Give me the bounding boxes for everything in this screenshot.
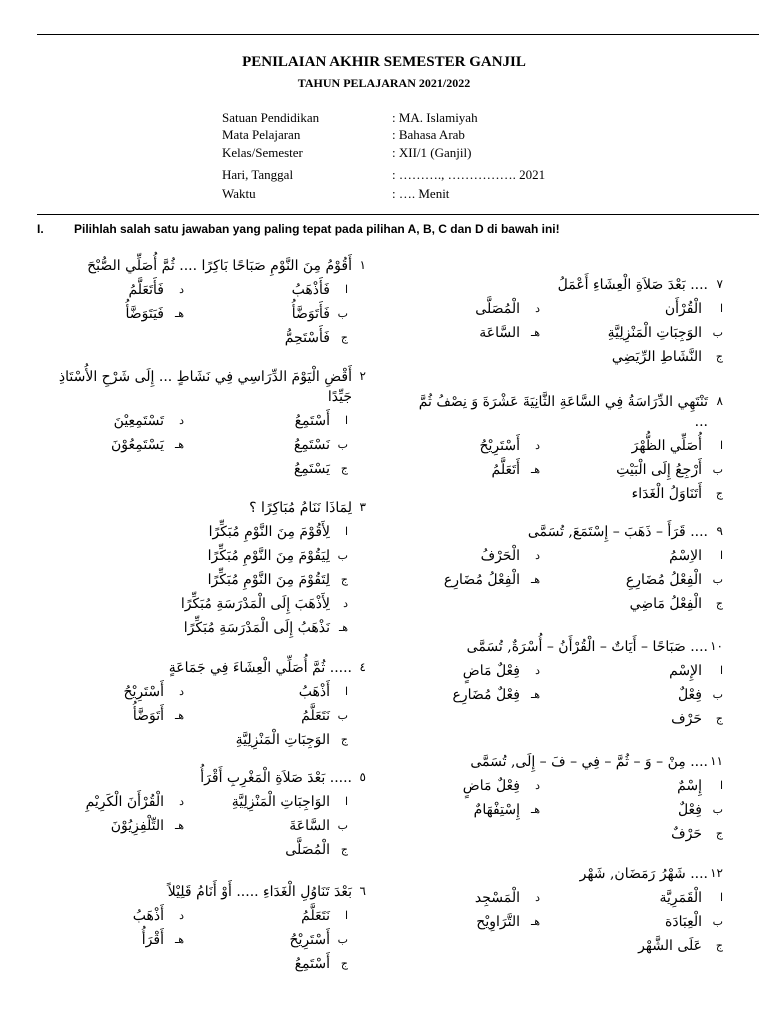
option-letter: ب: [712, 573, 723, 586]
question-text: .... قَرَأَ – ذَهَبَ – إِسْتَمَعَ, تُسَمَّى: [527, 524, 708, 540]
option-text: أَسْتَرِيْحُ: [479, 438, 520, 454]
option-letter: ج: [340, 843, 348, 856]
option-letter: ج: [340, 462, 348, 475]
option-letter: د: [535, 664, 540, 677]
page-subtitle: TAHUN PELAJARAN 2021/2022: [297, 76, 471, 90]
option-letter: ج: [715, 939, 723, 952]
option-letter: ا: [719, 549, 723, 562]
option-text: إِسْتِفْهَامٌ: [473, 802, 520, 818]
option-letter: ج: [340, 733, 348, 746]
info-label: Hari, Tanggal: [222, 167, 294, 182]
question-text: .... بَعْدَ صَلاَةِ الْعِشَاءِ أَعْمَلُ: [557, 277, 708, 293]
option-letter: ج: [715, 487, 723, 500]
option-letter: د: [535, 439, 540, 452]
option-text: فَأَتَوَضَّأُ: [291, 306, 330, 322]
option-text: يَسْتَمِعُ: [293, 461, 330, 477]
option-text: نَتَعَلَّمُ: [301, 708, 330, 724]
option-text: أَتَنَاوَلُ الْغَدَاء: [631, 486, 702, 502]
option-text: أَسْتَرِيْحُ: [123, 684, 164, 700]
option-text: أَتَعَلَّمُ: [491, 462, 520, 478]
option-text: نَذْهَبُ إِلَى الْمَدْرَسَةِ مُبَكِّرًا: [183, 620, 330, 636]
option-letter: ا: [344, 795, 348, 808]
option-letter: ب: [337, 307, 348, 320]
option-letter: ا: [719, 302, 723, 315]
option-letter: ج: [715, 597, 723, 610]
header-divider: [37, 214, 759, 215]
option-text: الْعِبَادَة: [665, 914, 702, 930]
question-number: ٢: [359, 369, 366, 383]
option-letter: ج: [340, 331, 348, 344]
top-rule: [37, 34, 759, 35]
option-text: فَأَذْهَبُ: [291, 282, 330, 298]
option-letter: ا: [344, 909, 348, 922]
option-text: لِأَذْهَبَ إِلَى الْمَدْرَسَةِ مُبَكِّرًا: [180, 596, 330, 612]
question-number: ٤: [359, 660, 366, 674]
option-letter: ا: [719, 439, 723, 452]
question-text: تَنْتَهِي الدِّرَاسَةُ فِي السَّاعَةِ الثَّانِيَةَ عَشْرَةَ وَ نِصْفُ ثُمَّ: [418, 394, 708, 410]
question-text: ..... ثُمَّ أُصَلِّي الْعِشَاءَ فِي جَمَاعَةٍ: [168, 660, 352, 676]
option-letter: ب: [712, 803, 723, 816]
option-letter: د: [535, 302, 540, 315]
option-letter: ج: [715, 350, 723, 363]
option-text: أَرْجِعُ إِلَى الْبَيْتِ: [616, 462, 702, 478]
info-label: Mata Pelajaran: [222, 127, 301, 142]
option-letter: د: [179, 795, 184, 808]
option-text: أَسْتَرِيْحُ: [289, 932, 330, 948]
option-letter: ب: [337, 549, 348, 562]
option-text: فَأَتَعَلَّمُ: [128, 282, 164, 298]
option-letter: ج: [340, 573, 348, 586]
option-letter: هـ: [530, 326, 540, 339]
option-text: السَّاعَة: [479, 325, 520, 341]
question-text: .... شَهْرُ رَمَضَان, شَهْر: [579, 866, 708, 882]
option-letter: ب: [337, 438, 348, 451]
question-number: ١٠: [710, 639, 723, 653]
option-text: الاِسْمُ: [669, 548, 702, 564]
option-letter: ا: [344, 525, 348, 538]
option-text: فِعْلٌ: [677, 687, 702, 703]
section-number: I.: [37, 222, 44, 236]
option-text: السَّاعَةَ: [289, 818, 330, 834]
option-letter: د: [535, 779, 540, 792]
option-letter: ج: [715, 712, 723, 725]
option-letter: د: [179, 283, 184, 296]
option-text: فَيَتَوَضَّأُ: [125, 306, 164, 322]
option-text: نَتَعَلَّمُ: [301, 908, 330, 924]
option-text: الوَجِبَاتِ الْمَنْزِلِيَّةِ: [607, 325, 702, 341]
info-label: Satuan Pendidikan: [222, 110, 320, 125]
question-text: أَقُوْمُ مِنَ النَّوْمِ صَبَاحًا بَاكِرًا .... ثُمَّ أُصَلِّي الصُّبْحَ: [87, 258, 352, 274]
question-text: ..... بَعْدَ صَلاَةِ الْمَغْرِبِ أَقْرَأُ: [200, 770, 352, 786]
option-text: فِعْلٌ مُضَارِع: [452, 687, 520, 703]
question-number: ٨: [716, 394, 723, 408]
option-text: لِتَقُوْمَ مِنَ النَّوْمِ مُبَكِّرًا: [207, 572, 330, 588]
option-letter: ب: [337, 819, 348, 832]
option-text: الْمَسْجِد: [474, 890, 520, 906]
info-label: Kelas/Semester: [222, 145, 303, 160]
question-number: ٩: [716, 524, 723, 538]
option-text: الْقَمَرِيَّة: [659, 890, 702, 906]
option-text: إِسْمٌ: [677, 778, 702, 794]
option-text: تَسْتَمِعِيْنَ: [113, 413, 164, 429]
option-letter: ب: [712, 915, 723, 928]
option-letter: د: [179, 685, 184, 698]
option-text: التَّرَاوِيْح: [476, 914, 520, 930]
option-text: الْمُصَلَّى: [285, 842, 330, 858]
option-letter: هـ: [530, 688, 540, 701]
option-letter: د: [179, 414, 184, 427]
option-text: أُصَلِّي الظُّهْرَ: [631, 438, 702, 454]
option-letter: ا: [719, 779, 723, 792]
option-text: الْفِعْلُ مَاضِي: [629, 596, 702, 612]
option-text: الوَاجِبَاتِ الْمَنْزِلِيَّةِ: [231, 794, 330, 810]
option-letter: ا: [344, 414, 348, 427]
option-text: أَسْتَمِعُ: [294, 413, 330, 429]
option-letter: هـ: [338, 621, 348, 634]
info-value: : …. Menit: [392, 186, 450, 201]
option-letter: هـ: [530, 915, 540, 928]
question-number: ١: [359, 258, 366, 272]
section-instruction: Pilihlah salah satu jawaban yang paling tepat pada pilihan A, B, C dan D di bawah ini!: [74, 222, 560, 236]
option-text: فِعْلٌ مَاضٍ: [462, 663, 520, 679]
question-text: جَيِّدًا: [327, 389, 352, 405]
info-value: : ………., ……………. 2021: [392, 167, 546, 182]
option-letter: ج: [715, 827, 723, 840]
option-text: أَذْهَبُ: [298, 684, 330, 700]
option-text: الْمُصَلَّى: [475, 301, 520, 317]
option-letter: هـ: [174, 709, 184, 722]
info-value: : MA. Islamiyah: [392, 110, 478, 125]
option-text: الْحَرْفُ: [480, 548, 520, 564]
option-text: فِعْلٌ مَاضٍ: [462, 778, 520, 794]
question-number: ٧: [716, 277, 723, 291]
question-text: بَعْدَ تَنَاوُلِ الْغَدَاءِ ..... أَوْ أَنَامُ قَلِيْلاً: [167, 884, 352, 900]
option-text: فَأَسْتَحِمُّ: [284, 330, 330, 346]
option-letter: هـ: [174, 819, 184, 832]
option-text: يَسْتَمِعُوْنَ: [111, 437, 164, 453]
option-text: حَرْفٌ: [671, 826, 702, 842]
page-title: PENILAIAN AKHIR SEMESTER GANJIL: [242, 54, 526, 70]
option-letter: ج: [340, 957, 348, 970]
option-letter: ا: [719, 664, 723, 677]
option-text: الْفِعْلُ مُضَارِع: [443, 572, 520, 588]
question-number: ٦: [359, 884, 366, 898]
option-text: الْقُرْأَنَ الْكَرِيْمِ: [85, 794, 164, 810]
option-text: نَسْتَمِعُ: [293, 437, 330, 453]
question-text: لِمَاذَا نَنَامُ مُبَاكِرًا ؟: [249, 500, 352, 516]
question-number: ٣: [359, 500, 366, 514]
option-letter: د: [343, 597, 348, 610]
option-letter: ب: [712, 326, 723, 339]
option-text: النَّشَاطِ الرِّيَضِي: [611, 349, 702, 365]
option-letter: ب: [712, 463, 723, 476]
option-letter: ب: [712, 688, 723, 701]
option-text: لِأَقُوْمَ مِنَ النَّوْمِ مُبَكِّرًا: [208, 524, 330, 540]
question-number: ٥: [359, 770, 366, 784]
option-letter: ب: [337, 709, 348, 722]
option-text: حَرْف: [671, 711, 702, 727]
option-text: التِّلْفِزِيُوْنَ: [110, 818, 164, 834]
option-text: أَذْهَبُ: [132, 908, 164, 924]
option-text: الإِسْم: [669, 663, 702, 679]
question-text: .... صَبَاحًا – أَيَاتٌ – الْقُرْأَنُ – أُسْرَةٌ, تُسَمَّى: [466, 639, 708, 655]
option-text: أَسْتَمِعُ: [294, 956, 330, 972]
option-text: الْفِعْلُ مُضَارِعِ: [625, 572, 702, 588]
option-letter: د: [535, 891, 540, 904]
question-number: ١١: [710, 754, 723, 768]
question-text: أَقْضِ الْيَوْمَ الدِّرَاسِي فِي نَشَاطٍ ... إِلَى شَرْحِ الأُسْتَاذِ: [58, 369, 352, 385]
option-text: أَتَوَضَّأُ: [132, 708, 164, 724]
question-number: ١٢: [710, 866, 723, 880]
info-value: : XII/1 (Ganjil): [392, 145, 472, 160]
option-letter: د: [535, 549, 540, 562]
option-letter: هـ: [174, 438, 184, 451]
option-text: الوَجِبَاتِ الْمَنْزِلِيَّةِ: [235, 732, 330, 748]
option-letter: هـ: [530, 573, 540, 586]
option-letter: ا: [719, 891, 723, 904]
option-text: لِيَقُوْمَ مِنَ النَّوْمِ مُبَكِّرًا: [207, 548, 330, 564]
info-value: : Bahasa Arab: [392, 127, 465, 142]
option-letter: هـ: [174, 933, 184, 946]
option-text: فِعْلٌ: [677, 802, 702, 818]
option-text: أَقْرَأُ: [141, 932, 164, 948]
option-text: عَلَى الشَّهْر: [638, 938, 702, 954]
option-letter: ب: [337, 933, 348, 946]
option-letter: ا: [344, 685, 348, 698]
option-letter: هـ: [530, 803, 540, 816]
option-letter: د: [179, 909, 184, 922]
question-text: ...: [694, 414, 708, 430]
option-letter: ا: [344, 283, 348, 296]
option-text: الْقُرْأَن: [664, 301, 702, 317]
info-label: Waktu: [222, 186, 256, 201]
question-text: .... مِنْ – وَ – ثُمَّ – فِي – فَ – إِلَى, تُسَمَّى: [470, 754, 708, 770]
option-letter: هـ: [174, 307, 184, 320]
option-letter: هـ: [530, 463, 540, 476]
